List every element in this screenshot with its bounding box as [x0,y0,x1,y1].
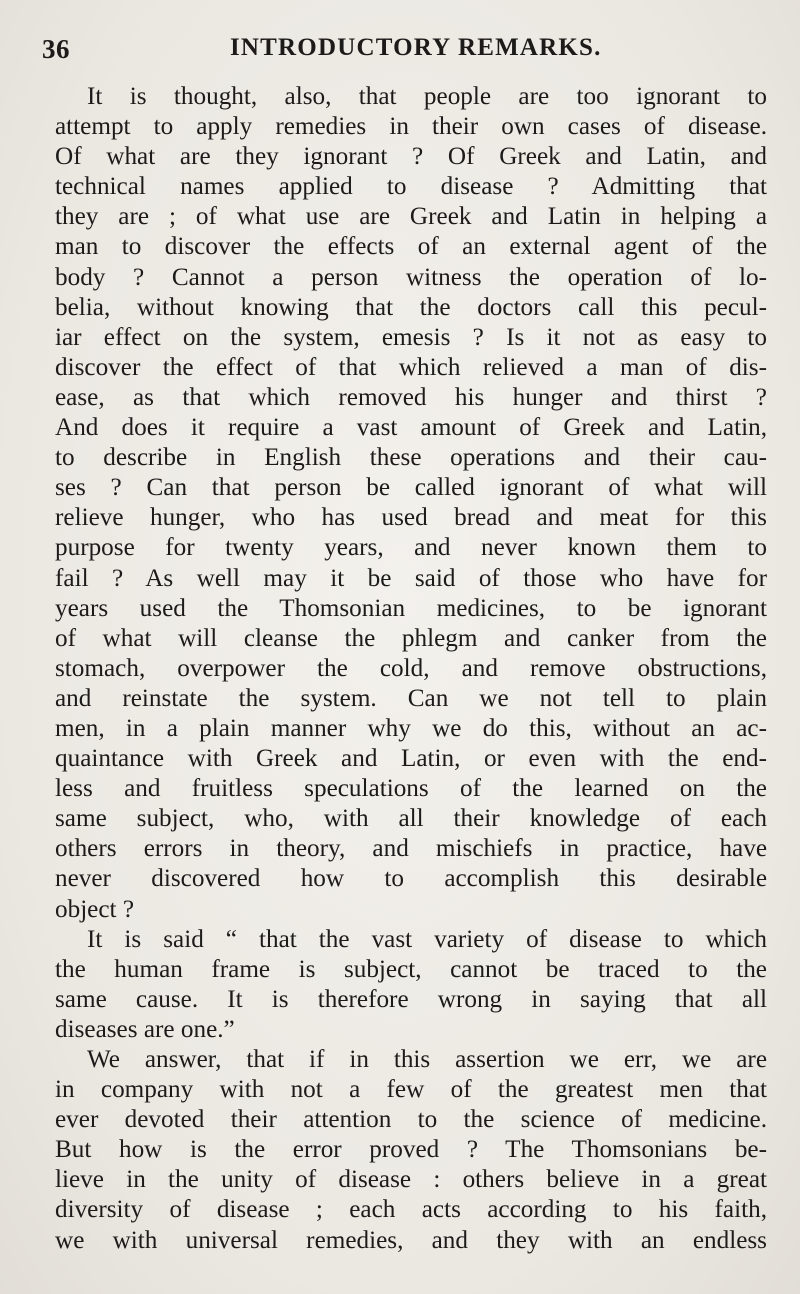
running-head-title: INTRODUCTORY REMARKS. [230,34,602,61]
text-line: diseases are one.” [55,1015,235,1043]
text-line: relieve hunger, who has used bread and meat for this [55,504,767,532]
text-line: in company with not a few of the greatest men that [55,1076,767,1104]
text-line: less and fruitless speculations of the learned on the [55,775,767,803]
text-line: same cause. It is therefore wrong in saying that all [55,985,767,1013]
text-line: It is said “ that the vast variety of disease to which [87,925,767,953]
text-line: And does it require a vast amount of Greek and Latin, [55,414,767,442]
text-line: of what will cleanse the phlegm and canker from the [55,624,767,652]
running-head [42,30,742,70]
text-line: others errors in theory, and mischiefs in practice, have [55,835,767,863]
body-text [55,82,767,1256]
text-line: to describe in English these operations and their cau- [55,444,767,472]
text-line: men, in a plain manner why we do this, without an ac- [55,714,767,742]
text-line: Of what are they ignorant ? Of Greek and Latin, and [55,143,767,171]
text-line: technical names applied to disease ? Admitting that [55,173,767,201]
paragraph [55,925,767,1045]
text-line: fail ? As well may it be said of those who have for [55,564,767,592]
text-line: ses ? Can that person be called ignorant of what will [55,474,767,502]
text-line: attempt to apply remedies in their own cases of disease. [55,113,767,141]
text-line: man to discover the effects of an external agent of the [55,233,767,261]
text-line: belia, without knowing that the doctors call this pecul- [55,293,767,321]
text-line: discover the effect of that which relieved a man of dis- [55,353,767,381]
text-line: they are ; of what use are Greek and Latin in helping a [55,203,767,231]
text-line: years used the Thomsonian medicines, to be ignorant [55,594,767,622]
text-line: the human frame is subject, cannot be traced to the [55,955,767,983]
text-line: and reinstate the system. Can we not tell to plain [55,684,767,712]
text-line: stomach, overpower the cold, and remove obstructions, [55,654,767,682]
text-line: ease, as that which removed his hunger and thirst ? [55,383,767,411]
text-line: ever devoted their attention to the science of medicine. [55,1106,767,1134]
text-line: never discovered how to accomplish this desirable [55,865,767,893]
text-line: quaintance with Greek and Latin, or even with the end- [55,745,767,773]
text-line: It is thought, also, that people are too ignorant to [87,83,767,110]
text-line: same subject, who, with all their knowledge of each [55,805,767,833]
text-line: diversity of disease ; each acts according to his faith, [55,1196,767,1224]
page-number: 36 [42,34,70,64]
text-line: But how is the error proved ? The Thomsonians be- [55,1136,767,1164]
text-line: We answer, that if in this assertion we err, we are [87,1046,767,1073]
paragraph [55,82,767,925]
text-line: lieve in the unity of disease : others believe in a great [55,1166,767,1194]
text-line: iar effect on the system, emesis ? Is it not as easy to [55,323,767,351]
text-line: we with universal remedies, and they with an endless [55,1226,767,1254]
text-line: object ? [55,895,135,923]
text-line: purpose for twenty years, and never known them to [55,534,767,562]
paragraph [55,1045,767,1256]
text-line: body ? Cannot a person witness the operation of lo- [55,263,767,291]
